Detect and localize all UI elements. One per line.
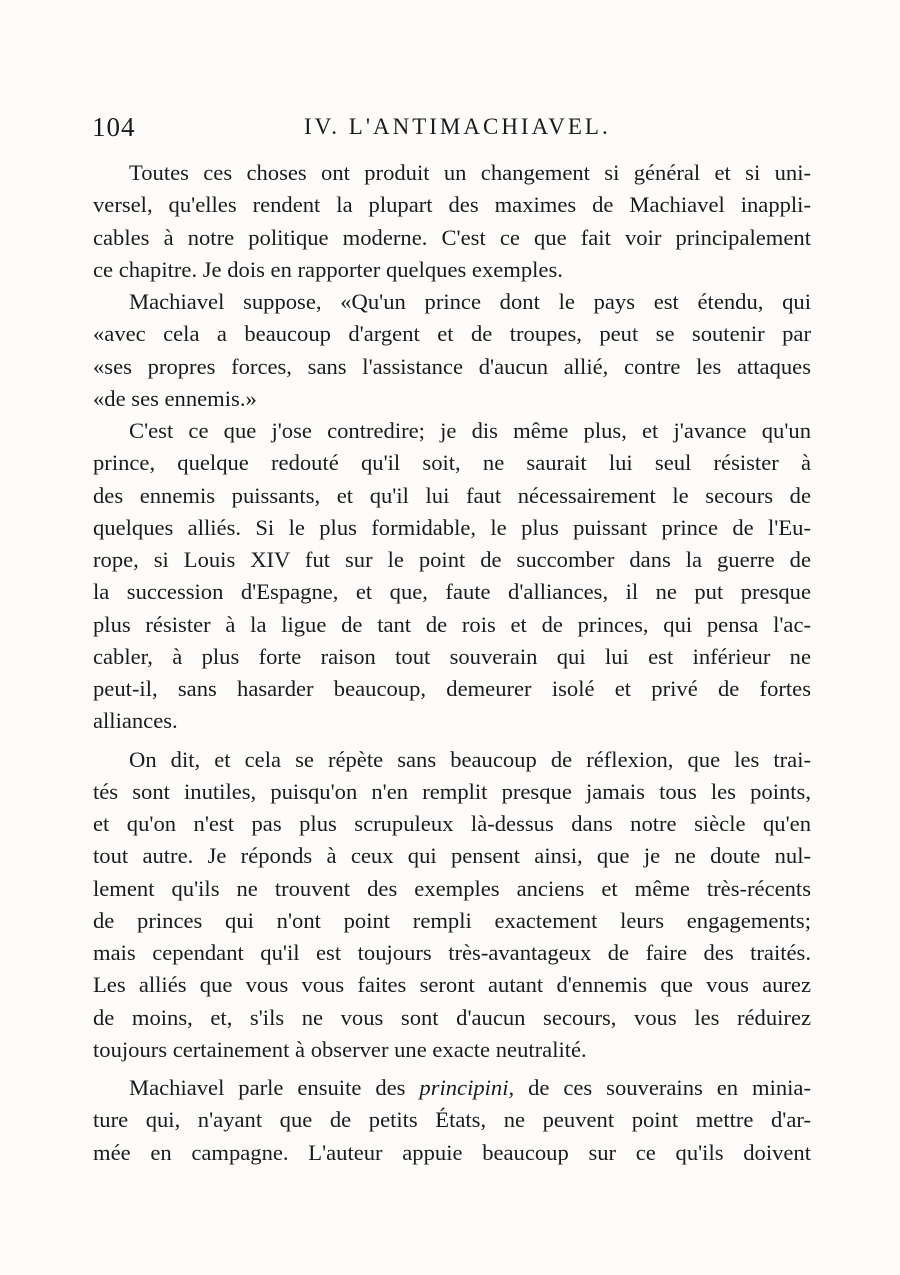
text-line: la succession d'Espagne, et que, faute d'alliances, il ne put presque xyxy=(93,579,811,605)
paragraph xyxy=(93,744,811,1067)
text-line: plus résister à la ligue de tant de rois et de princes, qui pensa l'ac- xyxy=(93,611,811,637)
text-line: tout autre. Je réponds à ceux qui pensent ainsi, que je ne doute nul- xyxy=(93,843,811,869)
text-line: des ennemis puissants, et qu'il lui faut nécessairement le secours de xyxy=(93,482,811,508)
text-run: Machiavel parle ensuite des xyxy=(129,1075,420,1100)
page-header xyxy=(92,112,812,152)
text-line: «de ses ennemis.» xyxy=(93,385,257,411)
text-line: versel, qu'elles rendent la plupart des maximes de Machiavel inappli- xyxy=(93,192,811,218)
text-line: mais cependant qu'il est toujours très-avantageux de faire des traités. xyxy=(93,940,811,965)
text-line: ture qui, n'ayant que de petits États, ne peuvent point mettre d'ar- xyxy=(93,1107,811,1133)
paragraph xyxy=(93,157,811,286)
running-head: IV. L'ANTIMACHIAVEL. xyxy=(304,114,611,139)
text-line: rope, si Louis XIV fut sur le point de succomber dans la guerre de xyxy=(93,547,811,572)
text-line: C'est ce que j'ose contredire; je dis même plus, et j'avance qu'un xyxy=(129,418,811,443)
page-number: 104 xyxy=(92,112,136,142)
text-line: On dit, et cela se répète sans beaucoup de réflexion, que les trai- xyxy=(129,746,811,772)
text-line: Les alliés que vous vous faites seront autant d'ennemis que vous aurez xyxy=(93,972,811,998)
text-line: tés sont inutiles, puisqu'on n'en remplit presque jamais tous les points, xyxy=(93,778,811,804)
text-line: alliances. xyxy=(93,708,178,734)
text-line: «avec cela a beaucoup d'argent et de troupes, peut se soutenir par xyxy=(93,321,811,347)
text-run: de ces souverains en minia- xyxy=(514,1075,811,1100)
text-line: Machiavel suppose, «Qu'un prince dont le pays est étendu, qui xyxy=(129,289,811,314)
text-line: peut-il, sans hasarder beaucoup, demeurer isolé et privé de fortes xyxy=(93,676,811,701)
text-line: lement qu'ils ne trouvent des exemples anciens et même très-récents xyxy=(93,875,811,901)
text-line: Toutes ces choses ont produit un changement si général et si uni- xyxy=(129,160,811,185)
body-text xyxy=(93,157,811,1169)
text-line: prince, quelque redouté qu'il soit, ne saurait lui seul résister à xyxy=(93,450,811,476)
text-line: «ses propres forces, sans l'assistance d'aucun allié, contre les attaques xyxy=(93,353,811,379)
text-line: de moins, et, s'ils ne vous sont d'aucun secours, vous les réduirez xyxy=(93,1004,811,1030)
text-line: mée en campagne. L'auteur appuie beaucoup sur ce qu'ils doivent xyxy=(93,1139,811,1165)
text-line: cables à notre politique moderne. C'est ce que fait voir principalement xyxy=(93,224,811,250)
text-line: de princes qui n'ont point rempli exactement leurs engagements; xyxy=(93,907,811,933)
text-line: toujours certainement à observer une exacte neutralité. xyxy=(93,1036,587,1062)
text-line: cabler, à plus forte raison tout souverain qui lui est inférieur ne xyxy=(93,643,811,669)
paragraph xyxy=(93,1072,811,1169)
paragraph xyxy=(93,415,811,738)
text-line: quelques alliés. Si le plus formidable, le plus puissant prince de l'Eu- xyxy=(93,514,811,540)
text-line: et qu'on n'est pas plus scrupuleux là-dessus dans notre siècle qu'en xyxy=(93,811,811,836)
paragraph xyxy=(93,286,811,415)
text-line: ce chapitre. Je dois en rapporter quelques exemples. xyxy=(93,256,563,282)
italic-term: principini, xyxy=(419,1075,515,1100)
text-line xyxy=(93,1072,811,1104)
